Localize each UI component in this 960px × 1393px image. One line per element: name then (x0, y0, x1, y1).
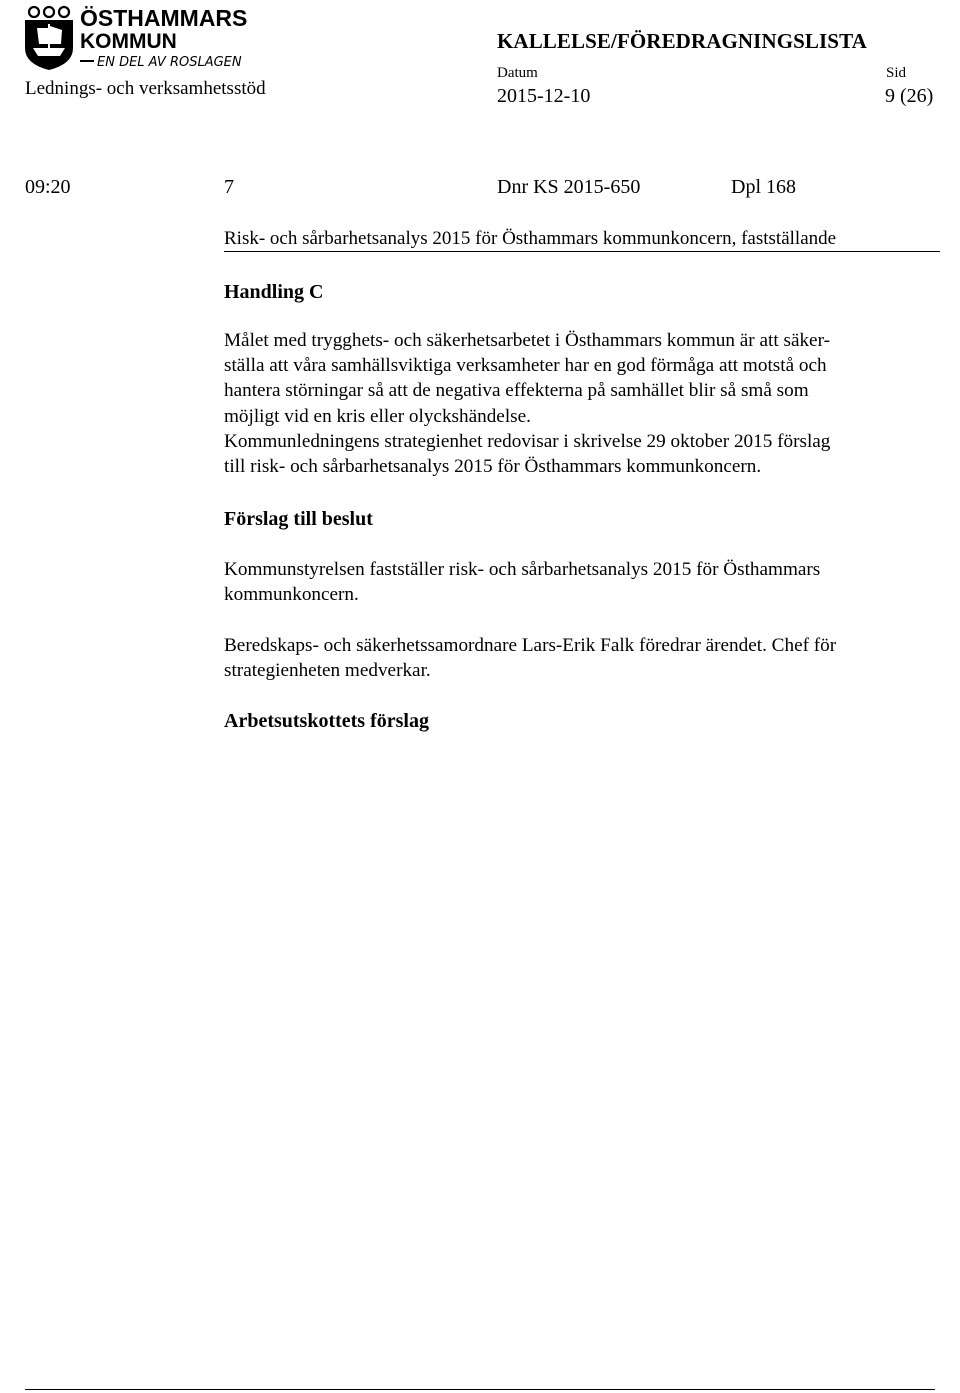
item-dpl: Dpl 168 (731, 176, 796, 198)
paragraph-line: kommunkoncern. (224, 584, 359, 606)
paragraph-line: hantera störningar så att de negativa effekterna på samhället blir så små som (224, 380, 809, 402)
decision-paragraph (224, 557, 940, 607)
crown-icon (29, 7, 69, 17)
title-underline (224, 251, 940, 252)
page-number: 9 (26) (885, 85, 934, 107)
org-name-2: KOMMUN (80, 30, 177, 53)
paragraph-line: Kommunledningens strategienhet redovisar i skrivelse 29 oktober 2015 förslag (224, 430, 831, 452)
handling-heading: Handling C (224, 281, 324, 303)
paragraph-line: ställa att våra samhällsviktiga verksamheter har en god förmåga att motstå och (224, 355, 827, 377)
paragraph-line: Kommunstyrelsen fastställer risk- och sårbarhetsanalys 2015 för Östhammars (224, 559, 821, 580)
paragraph-line: möjligt vid en kris eller olyckshändelse. (224, 405, 531, 427)
date-value: 2015-12-10 (497, 85, 591, 107)
paragraph-line: Beredskaps- och säkerhetssamordnare Lars-Erik Falk föredrar ärendet. Chef för (224, 635, 837, 656)
paragraph-line: strategienheten medverkar. (224, 660, 431, 682)
org-tagline: EN DEL AV ROSLAGEN (97, 55, 242, 70)
municipality-logo (22, 4, 248, 70)
org-name: ÖSTHAMMARS (80, 5, 248, 31)
paragraph-line: Målet med trygghets- och säkerhetsarbetet i Östhammars kommun är att säker- (224, 330, 830, 351)
footer-rule (25, 1389, 935, 1390)
date-label: Datum (497, 65, 538, 81)
document-title: KALLELSE/FÖREDRAGNINGSLISTA (497, 29, 867, 53)
page-label: Sid (886, 65, 907, 81)
item-dnr: Dnr KS 2015-650 (497, 176, 641, 198)
presenter-paragraph (224, 633, 940, 683)
au-heading: Arbetsutskottets förslag (224, 710, 429, 732)
paragraph-line: till risk- och sårbarhetsanalys 2015 för Östhammars kommunkoncern. (224, 456, 762, 478)
forslag-heading: Förslag till beslut (224, 508, 373, 530)
department-name: Lednings- och verksamhetsstöd (25, 78, 266, 99)
item-time: 09:20 (25, 176, 71, 198)
item-number: 7 (224, 176, 234, 198)
background-paragraph (224, 328, 940, 479)
item-title: Risk- och sårbarhetsanalys 2015 för Östhammars kommunkoncern, fastställande (224, 228, 837, 249)
